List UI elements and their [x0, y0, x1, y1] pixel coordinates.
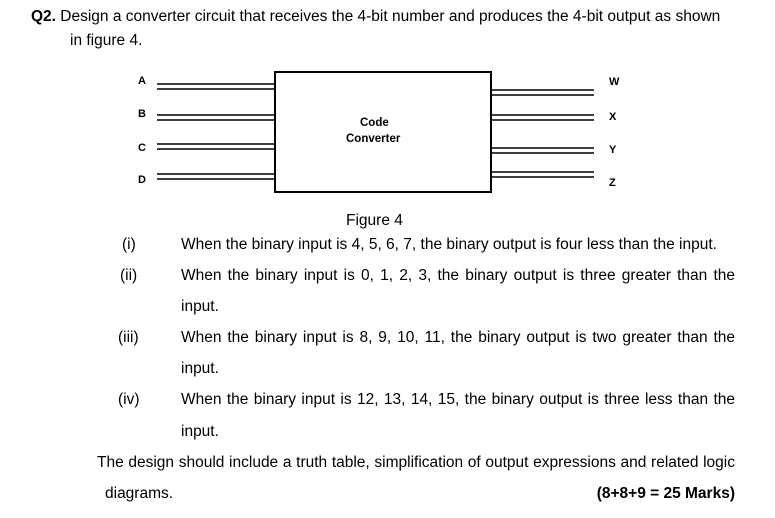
question-text-line2: in figure 4. [70, 32, 143, 49]
output-label-z: Z [609, 177, 616, 189]
input-label-c: C [138, 142, 146, 154]
block-label-converter: Converter [346, 133, 401, 145]
output-label-w: W [609, 76, 620, 88]
condition-3-text-line1: When the binary input is 8, 9, 10, 11, the binary output is two greater than the [181, 329, 735, 346]
output-label-y: Y [609, 144, 617, 156]
condition-1-number: (i) [122, 236, 136, 253]
question-label: Q2. [31, 8, 56, 25]
block-label-code: Code [360, 117, 389, 129]
condition-4-text-line1: When the binary input is 12, 13, 14, 15, the binary output is three less than the [181, 391, 735, 408]
condition-4-text-line2: input. [181, 423, 219, 440]
input-label-a: A [138, 75, 146, 87]
condition-2-number: (ii) [120, 267, 138, 284]
input-label-b: B [138, 108, 146, 120]
output-label-x: X [609, 111, 617, 123]
condition-1-text: When the binary input is 4, 5, 6, 7, the binary output is four less than the input. [181, 236, 717, 253]
marks-label: (8+8+9 = 25 Marks) [596, 485, 735, 502]
footer-text-line2: diagrams. [105, 485, 174, 502]
condition-2-text-line2: input. [181, 298, 219, 315]
condition-3-text-line2: input. [181, 360, 219, 377]
question-text-line1: Design a converter circuit that receives the 4-bit number and produces the 4-bit output as shown [60, 8, 721, 25]
output-lines [491, 90, 594, 177]
figure-caption: Figure 4 [346, 212, 403, 229]
code-converter-block [275, 72, 491, 192]
condition-4-number: (iv) [118, 391, 140, 408]
condition-2-text-line1: When the binary input is 0, 1, 2, 3, the binary output is three greater than the [181, 267, 735, 284]
input-lines [157, 84, 275, 179]
condition-3-number: (iii) [118, 329, 139, 346]
footer-text-line1: The design should include a truth table, simplification of output expressions and related logic [97, 454, 735, 471]
input-label-d: D [138, 174, 146, 186]
